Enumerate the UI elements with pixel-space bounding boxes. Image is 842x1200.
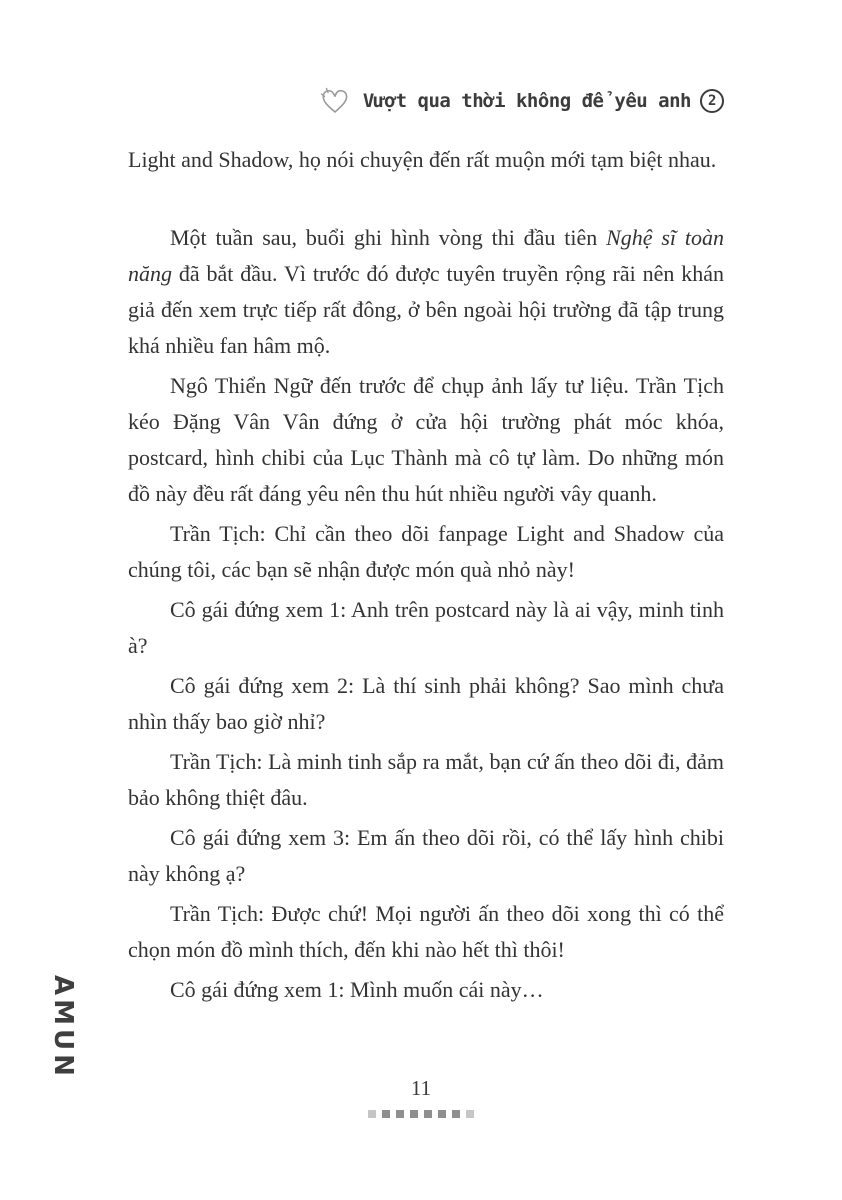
volume-badge xyxy=(700,89,724,113)
ornament-square xyxy=(466,1110,474,1118)
paragraph-segment: đã bắt đầu. Vì trước đó được tuyên truyền rộng rãi nên khán giả đến xem trực tiếp rất đông, ở bên ngoài hội trường đã tập trung khá nhiều fan hâm mộ. xyxy=(128,261,724,358)
heart-doodle-icon xyxy=(318,86,352,116)
ornament-square xyxy=(438,1110,446,1118)
paragraph: Ngô Thiển Ngữ đến trước để chụp ảnh lấy tư liệu. Trần Tịch kéo Đặng Vân Vân đứng ở cửa hội trường phát móc khóa, postcard, hình chibi của Lục Thành mà cô tự làm. Do những món đồ này đều rất đáng yêu nên thu hút nhiều người vây quanh. xyxy=(128,373,724,506)
ornament-square xyxy=(452,1110,460,1118)
running-header xyxy=(128,86,724,116)
paragraph: Cô gái đứng xem 2: Là thí sinh phải không? Sao mình chưa nhìn thấy bao giờ nhỉ? xyxy=(128,673,724,734)
ornament-square xyxy=(396,1110,404,1118)
page-number: 11 xyxy=(410,1076,432,1100)
paragraph: Cô gái đứng xem 1: Mình muốn cái này… xyxy=(170,977,544,1002)
ornament-square xyxy=(424,1110,432,1118)
volume-number: 2 xyxy=(708,93,716,109)
book-title-italic: Nghệ sĩ toàn năng xyxy=(128,225,724,286)
paragraph: Light and Shadow, họ nói chuyện đến rất muộn mới tạm biệt nhau. xyxy=(128,147,717,172)
ornament-square xyxy=(382,1110,390,1118)
paragraph: Trần Tịch: Được chứ! Mọi người ấn theo dõi xong thì có thể chọn món đồ mình thích, đến khi nào hết thì thôi! xyxy=(128,901,724,962)
paragraph-segment: Một tuần sau, buổi ghi hình vòng thi đầu tiên xyxy=(170,225,607,250)
paragraph: Trần Tịch: Là minh tinh sắp ra mắt, bạn cứ ấn theo dõi đi, đảm bảo không thiệt đâu. xyxy=(128,749,724,810)
paragraph: Trần Tịch: Chỉ cần theo dõi fanpage Light and Shadow của chúng tôi, các bạn sẽ nhận được món quà nhỏ này! xyxy=(128,521,724,582)
paragraph: Cô gái đứng xem 3: Em ấn theo dõi rồi, có thể lấy hình chibi này không ạ? xyxy=(128,825,724,886)
publisher-logo: AMUN xyxy=(48,975,78,1080)
paragraph: Cô gái đứng xem 1: Anh trên postcard này là ai vậy, minh tinh à? xyxy=(128,597,724,658)
footer-ornament xyxy=(0,1110,842,1118)
text-column xyxy=(128,86,724,1008)
ornament-square xyxy=(368,1110,376,1118)
ornament-square xyxy=(410,1110,418,1118)
body-text xyxy=(128,142,724,1008)
paragraph xyxy=(128,220,724,364)
running-header-title: Vượt qua thời không để yêu anh xyxy=(362,90,691,112)
